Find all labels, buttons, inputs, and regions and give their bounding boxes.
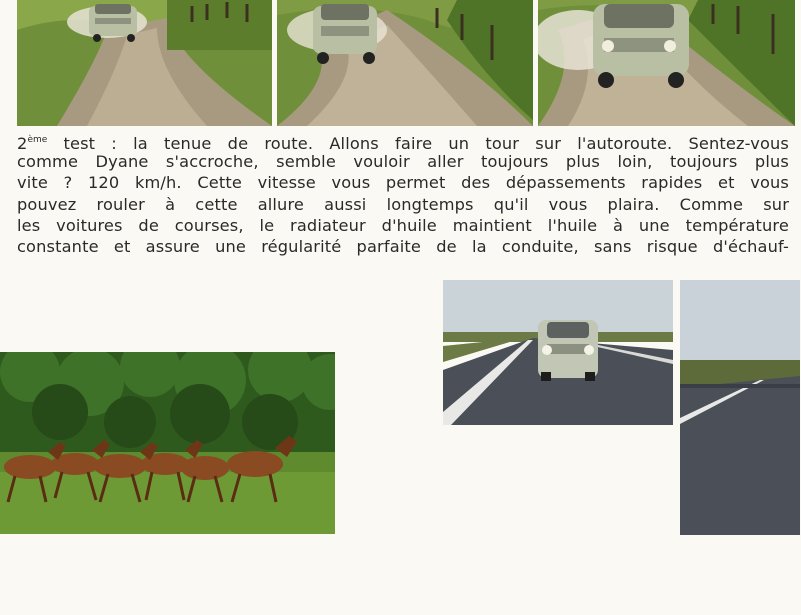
article-line-4: pouvez rouler à cette allure aussi longtemps qu'il vous plaira. Comme sur (17, 194, 789, 214)
photo-galloping-horses (0, 352, 335, 534)
ordinal-suffix: ème (27, 135, 48, 145)
article-line-1 (17, 130, 789, 151)
photo-car-dirt-track-2 (277, 0, 533, 126)
article-line-1-text: test : la tenue de route. Allons faire un tour sur l'autoroute. Sentez-vous (47, 134, 789, 152)
article-line-6: constante et assure une régularité parfaite de la conduite, sans risque d'échauf- (17, 236, 789, 256)
photo-car-dirt-track-3 (538, 0, 795, 126)
article-line-2: comme Dyane s'accroche, semble vouloir aller toujours plus loin, toujours plus (17, 152, 789, 172)
article-line-5: les voitures de courses, le radiateur d'huile maintient l'huile à une température (17, 215, 789, 235)
article-body (17, 130, 789, 257)
photo-car-motorway (443, 280, 673, 425)
photo-car-dirt-track-1 (17, 0, 272, 126)
photo-empty-motorway (680, 280, 800, 535)
ordinal-number: 2 (17, 134, 28, 152)
article-line-3: vite ? 120 km/h. Cette vitesse vous permet des dépassements rapides et vous (17, 173, 789, 193)
